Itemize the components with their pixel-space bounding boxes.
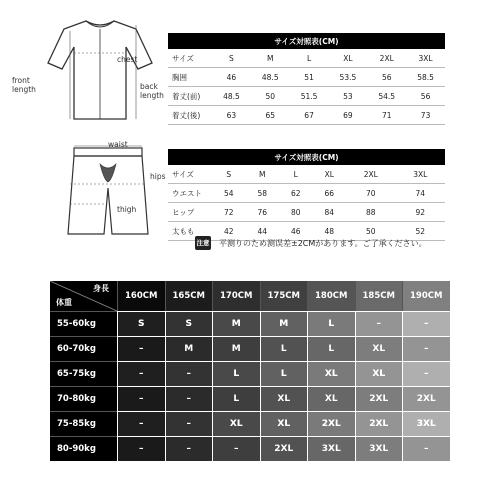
size-cell: –: [117, 436, 165, 461]
table-cell: 92: [395, 203, 445, 222]
size-cell: –: [117, 336, 165, 361]
table-header-cell: M: [246, 165, 280, 184]
thigh-label: thigh: [117, 205, 137, 214]
table-cell: 88: [346, 203, 395, 222]
table-cell: ウエスト: [168, 184, 212, 203]
table-cell: 56: [406, 87, 445, 106]
hips-label: hips: [150, 172, 166, 181]
size-cell: 2XL: [355, 386, 403, 411]
size-cell: –: [402, 361, 450, 386]
height-column-header: 170CM: [212, 281, 260, 311]
size-cell: –: [402, 336, 450, 361]
table-cell: 62: [279, 184, 313, 203]
shorts-size-table: [168, 149, 445, 241]
size-cell: 3XL: [307, 436, 355, 461]
height-axis-label: 身長: [93, 284, 109, 293]
size-cell: –: [165, 361, 213, 386]
size-recommendation-grid: [50, 281, 450, 461]
height-column-header: 190CM: [402, 281, 450, 311]
table-cell: 65: [251, 106, 290, 125]
grid-corner: [50, 281, 117, 311]
jersey-diagram: [40, 15, 160, 125]
table-cell: 76: [246, 203, 280, 222]
size-cell: XL: [307, 386, 355, 411]
size-cell: M: [260, 311, 308, 336]
size-cell: L: [307, 336, 355, 361]
table-header-cell: L: [279, 165, 313, 184]
size-cell: 2XL: [307, 411, 355, 436]
table-cell: 着丈(前): [168, 87, 212, 106]
table-cell: 52: [395, 222, 445, 241]
size-cell: –: [355, 311, 403, 336]
shorts-diagram: [60, 142, 160, 242]
jersey-table-header-row: [168, 49, 445, 68]
size-cell: L: [260, 361, 308, 386]
size-cell: XL: [260, 411, 308, 436]
weight-row-header: 70-80kg: [50, 386, 117, 411]
table-header-cell: XL: [328, 49, 367, 68]
table-header-cell: L: [290, 49, 329, 68]
weight-row-header: 75-85kg: [50, 411, 117, 436]
size-cell: –: [212, 436, 260, 461]
table-cell: 51.5: [290, 87, 329, 106]
jersey-outline: [40, 15, 160, 125]
table-row: [168, 68, 445, 87]
weight-row-header: 65-75kg: [50, 361, 117, 386]
height-column-header: 180CM: [307, 281, 355, 311]
weight-row-header: 55-60kg: [50, 311, 117, 336]
size-cell: 2XL: [402, 386, 450, 411]
note-text: 平测りのため测误差±2CMがあります。ご了承ください。: [219, 239, 427, 248]
size-cell: 2XL: [260, 436, 308, 461]
waist-label: waist: [108, 140, 128, 149]
table-cell: 58: [246, 184, 280, 203]
size-cell: –: [117, 361, 165, 386]
table-cell: 54: [212, 184, 246, 203]
table-header-cell: 3XL: [395, 165, 445, 184]
table-cell: 53.5: [328, 68, 367, 87]
table-row: [168, 184, 445, 203]
table-cell: 58.5: [406, 68, 445, 87]
table-header-cell: S: [212, 49, 251, 68]
table-cell: 48: [313, 222, 347, 241]
size-cell: –: [117, 411, 165, 436]
table-cell: 63: [212, 106, 251, 125]
size-cell: XL: [355, 336, 403, 361]
table-cell: 44: [246, 222, 280, 241]
size-cell: 3XL: [355, 436, 403, 461]
note-badge: 注意: [195, 236, 211, 250]
size-cell: XL: [212, 411, 260, 436]
table-row: [168, 106, 445, 125]
shorts-outline: [60, 142, 160, 242]
size-cell: XL: [355, 361, 403, 386]
table-header-cell: 2XL: [346, 165, 395, 184]
table-cell: 80: [279, 203, 313, 222]
table-cell: 42: [212, 222, 246, 241]
table-cell: 48.5: [212, 87, 251, 106]
table-cell: 74: [395, 184, 445, 203]
size-cell: M: [212, 336, 260, 361]
size-cell: –: [165, 411, 213, 436]
table-row: [168, 87, 445, 106]
size-cell: 3XL: [402, 411, 450, 436]
table-cell: 53: [328, 87, 367, 106]
table-row: [168, 203, 445, 222]
table-cell: 着丈(後): [168, 106, 212, 125]
table-header-cell: 2XL: [367, 49, 406, 68]
table-cell: 51: [290, 68, 329, 87]
table-cell: 46: [212, 68, 251, 87]
table-cell: 胸囲: [168, 68, 212, 87]
table-header-cell: サイズ: [168, 49, 212, 68]
table-cell: 46: [279, 222, 313, 241]
table-cell: 54.5: [367, 87, 406, 106]
table-cell: 50: [346, 222, 395, 241]
shorts-table-header-row: [168, 165, 445, 184]
table-cell: 66: [313, 184, 347, 203]
weight-row-header: 60-70kg: [50, 336, 117, 361]
table-cell: 70: [346, 184, 395, 203]
shorts-table-title: サイズ対照表(CM): [168, 149, 445, 165]
size-cell: L: [212, 361, 260, 386]
front-length-text: front length: [12, 76, 36, 94]
table-header-cell: サイズ: [168, 165, 212, 184]
size-cell: XL: [307, 361, 355, 386]
table-header-cell: M: [251, 49, 290, 68]
size-cell: 2XL: [355, 411, 403, 436]
table-header-cell: XL: [313, 165, 347, 184]
table-cell: 56: [367, 68, 406, 87]
front-length-label: [12, 76, 52, 94]
table-cell: 67: [290, 106, 329, 125]
size-cell: –: [165, 386, 213, 411]
table-cell: 69: [328, 106, 367, 125]
table-cell: 73: [406, 106, 445, 125]
size-cell: S: [165, 311, 213, 336]
table-cell: 72: [212, 203, 246, 222]
height-column-header: 165CM: [165, 281, 213, 311]
table-header-cell: 3XL: [406, 49, 445, 68]
size-cell: –: [117, 386, 165, 411]
height-column-header: 175CM: [260, 281, 308, 311]
size-cell: L: [260, 336, 308, 361]
size-cell: S: [117, 311, 165, 336]
height-column-header: 185CM: [355, 281, 403, 311]
table-header-cell: S: [212, 165, 246, 184]
height-column-header: 160CM: [117, 281, 165, 311]
back-length-text: back length: [140, 82, 164, 100]
table-cell: 48.5: [251, 68, 290, 87]
weight-axis-label: 体重: [56, 298, 72, 307]
table-cell: ヒップ: [168, 203, 212, 222]
size-cell: XL: [260, 386, 308, 411]
table-cell: 84: [313, 203, 347, 222]
weight-row-header: 80-90kg: [50, 436, 117, 461]
size-cell: L: [307, 311, 355, 336]
size-cell: L: [212, 386, 260, 411]
size-cell: M: [212, 311, 260, 336]
table-cell: 71: [367, 106, 406, 125]
size-cell: M: [165, 336, 213, 361]
size-cell: –: [402, 311, 450, 336]
table-cell: 太もも: [168, 222, 212, 241]
jersey-size-table: [168, 33, 445, 125]
size-cell: –: [165, 436, 213, 461]
chest-label: chest: [117, 55, 138, 64]
size-cell: –: [402, 436, 450, 461]
table-cell: 50: [251, 87, 290, 106]
jersey-table-title: サイズ対照表(CM): [168, 33, 445, 49]
